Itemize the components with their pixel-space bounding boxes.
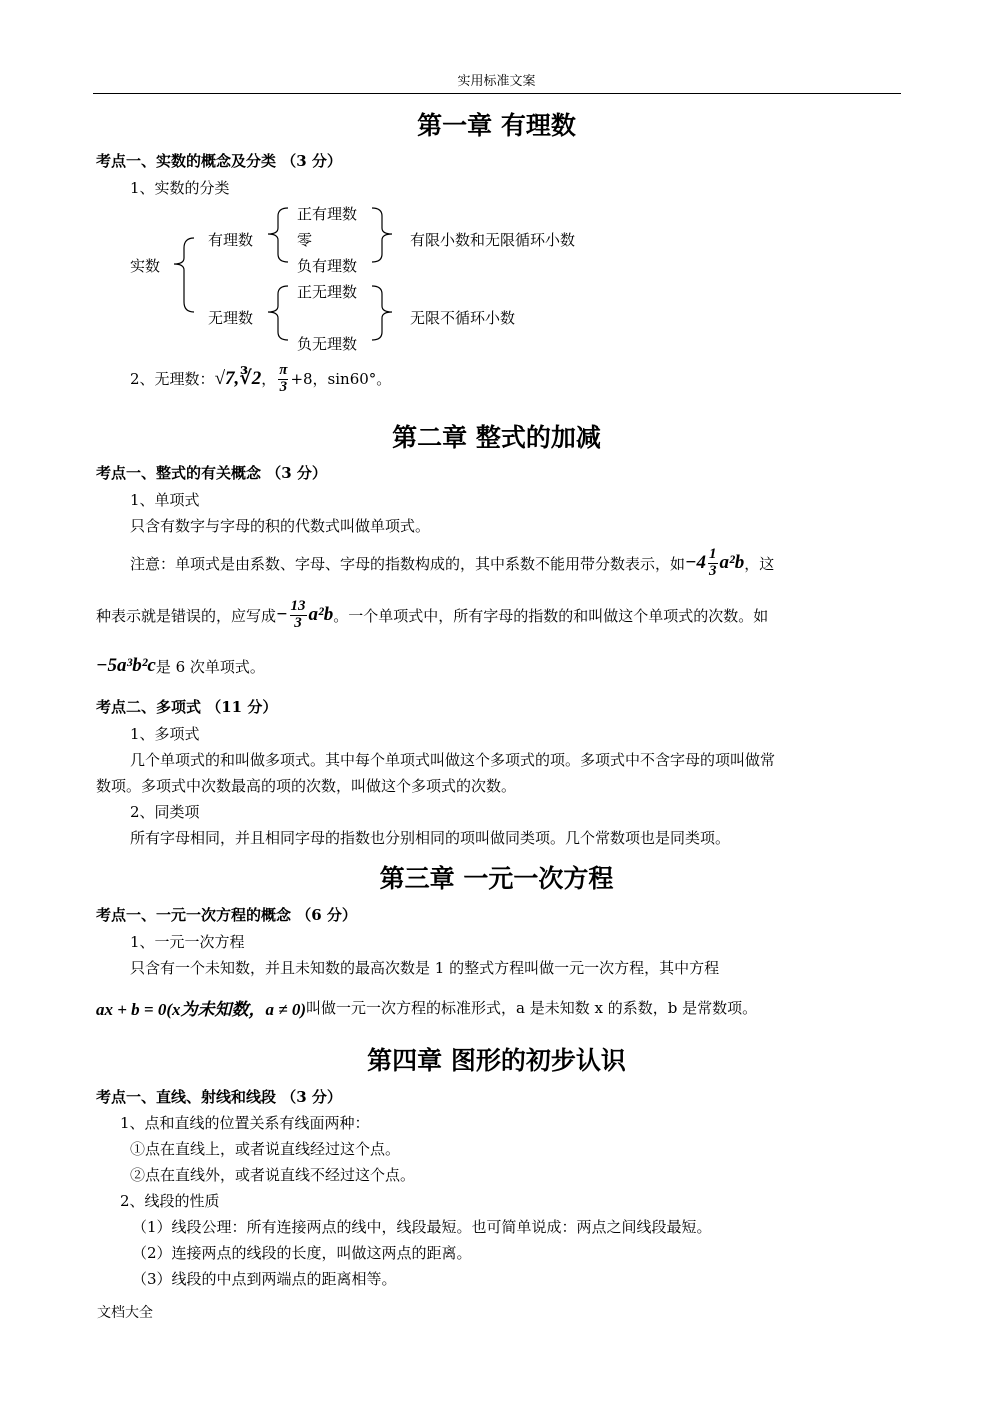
note3-math: −5a³b²c xyxy=(96,655,156,676)
tree-neg-irrational: 负无理数 xyxy=(297,335,358,353)
standard-form-eq: ax + b = 0(x为未知数，a ≠ 0) xyxy=(96,1000,307,1019)
ch3-def2-text: 叫做一元一次方程的标准形式，a 是未知数 x 的系数，b 是常数项。 xyxy=(306,999,758,1017)
tree-zero: 零 xyxy=(297,231,313,249)
ch2-monomial-def: 只含有数字与字母的积的代数式叫做单项式。 xyxy=(130,517,431,535)
ch2-poly-line-1: 几个单项式的和叫做多项式。其中每个单项式叫做这个多项式的项。多项式中不含字母的项叫做常 xyxy=(130,751,776,769)
ch4-line-2: ①点在直线上，或者说直线经过这个点。 xyxy=(130,1140,401,1158)
pi-denominator: 3 xyxy=(279,378,288,395)
tree-neg-rational: 负有理数 xyxy=(297,257,358,275)
tree-irrational-desc: 无限不循环小数 xyxy=(410,309,516,327)
ch4-line-3: ②点在直线外，或者说直线不经过这个点。 xyxy=(130,1166,416,1184)
note2-num: 13 xyxy=(290,597,306,614)
irrational-left-brace xyxy=(262,282,292,344)
ch4-line-6: （2）连接两点的线段的长度，叫做这两点的距离。 xyxy=(132,1244,472,1262)
irrational-right-brace xyxy=(368,282,398,344)
ch1-item-1: 1、实数的分类 xyxy=(130,179,230,197)
ch2-like-terms: 所有字母相同，并且相同字母的指数也分别相同的项叫做同类项。几个常数项也是同类项。 xyxy=(130,829,731,847)
ch4-line-5: （1）线段公理：所有连接两点的线中，线段最短。也可简单说成：两点之间线段最短。 xyxy=(132,1218,712,1236)
ch2-item-1: 1、单项式 xyxy=(130,491,200,509)
ch4-line-1: 1、点和直线的位置关系有线面两种： xyxy=(120,1114,370,1132)
note2-minus: − xyxy=(276,604,288,625)
page-header: 实用标准文案 xyxy=(457,74,536,89)
note1-text: 注意：单项式是由系数、字母、字母的指数构成的，其中系数不能用带分数表示，如 xyxy=(130,554,686,573)
ch1-item2-prefix: 2、无理数： xyxy=(130,370,215,388)
ch4-line-7: （3）线段的中点到两端点的距离相等。 xyxy=(132,1270,397,1288)
tree-pos-rational: 正有理数 xyxy=(297,205,358,223)
ch1-item2-roots: √7,∛2 xyxy=(214,368,262,389)
ch2-poly-line-2: 数项。多项式中次数最高的项的次数，叫做这个多项式的次数。 xyxy=(96,777,517,795)
ch1-item-2 xyxy=(130,358,391,400)
ch3-def-line-1: 只含有一个未知数，并且未知数的最高次数是 1 的整式方程叫做一元一次方程，其中方程 xyxy=(130,959,720,977)
ch1-item2-comma: ， xyxy=(261,370,277,388)
ch3-def-line-2 xyxy=(96,995,757,1020)
ch2-note-line-3 xyxy=(96,655,265,677)
note1-tail: ，这 xyxy=(744,554,775,573)
note1-den: 3 xyxy=(709,562,717,579)
ch3-item-1: 1、一元一次方程 xyxy=(130,933,245,951)
tree-pos-irrational: 正无理数 xyxy=(297,283,358,301)
ch2-item-3: 2、同类项 xyxy=(130,803,200,821)
pi-numerator: π xyxy=(279,361,288,378)
note1-num: 1 xyxy=(709,545,717,562)
page-footer: 文档大全 xyxy=(97,1305,153,1321)
ch2-note-line-2 xyxy=(96,592,768,638)
root-brace xyxy=(168,236,198,316)
tree-root: 实数 xyxy=(130,257,161,275)
note2-var: a²b xyxy=(308,604,334,625)
chapter-3-title: 第三章 一元一次方程 xyxy=(379,864,614,893)
rational-left-brace xyxy=(262,204,292,266)
chapter-2-title: 第二章 整式的加减 xyxy=(392,423,601,452)
note1-var: a²b xyxy=(719,552,745,573)
ch2-item-2: 1、多项式 xyxy=(130,725,200,743)
ch2-kaodian-1: 考点一、整式的有关概念 （3 分） xyxy=(96,464,327,482)
rational-right-brace xyxy=(368,204,398,266)
note2-tail: 。一个单项式中，所有字母的指数的和叫做这个单项式的次数。如 xyxy=(333,606,769,625)
ch1-kaodian-1: 考点一、实数的概念及分类 （3 分） xyxy=(96,152,342,170)
ch4-kaodian-1: 考点一、直线、射线和线段 （3 分） xyxy=(96,1088,342,1106)
tree-rational-desc: 有限小数和无限循环小数 xyxy=(410,231,576,249)
note2-den: 3 xyxy=(294,614,302,631)
ch1-item2-suffix: +8，sin60°。 xyxy=(290,370,392,388)
note2-text: 种表示就是错误的，应写成 xyxy=(96,606,277,625)
ch2-kaodian-2: 考点二、多项式 （11 分） xyxy=(96,698,278,716)
chapter-4-title: 第四章 图形的初步认识 xyxy=(367,1046,626,1075)
ch4-line-4: 2、线段的性质 xyxy=(120,1192,220,1210)
note3-tail: 是 6 次单项式。 xyxy=(155,657,265,676)
chapter-1-title: 第一章 有理数 xyxy=(417,111,576,140)
note1-coef: −4 xyxy=(685,552,707,573)
ch3-kaodian-1: 考点一、一元一次方程的概念 （6 分） xyxy=(96,906,357,924)
header-rule xyxy=(93,93,901,94)
tree-rational: 有理数 xyxy=(208,231,254,249)
ch2-note-line-1 xyxy=(130,540,774,586)
tree-irrational: 无理数 xyxy=(208,309,254,327)
